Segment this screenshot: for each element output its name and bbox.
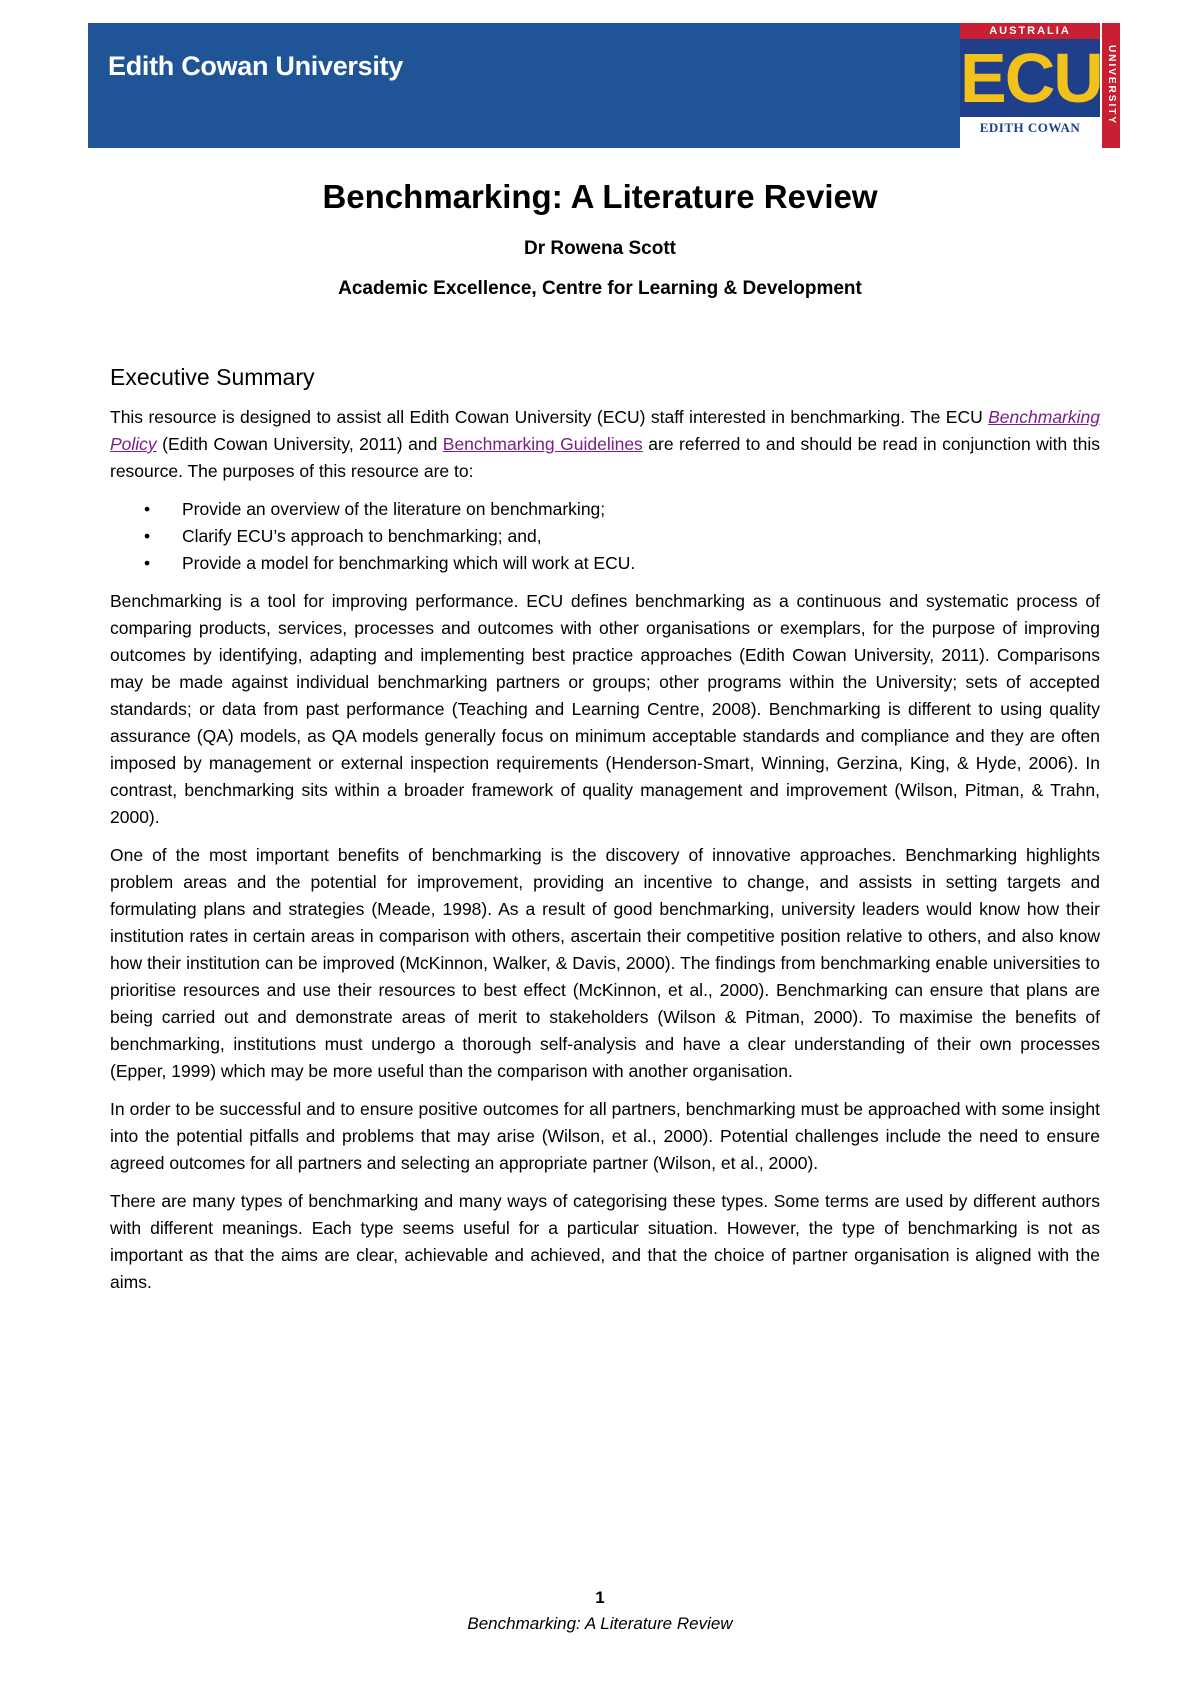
list-item: • Provide a model for benchmarking which will work at ECU. [182, 550, 1100, 577]
body-paragraph: One of the most important benefits of benchmarking is the discovery of innovative approaches. Benchmarking highlights problem areas and the potential for improvement, providing an incentive to change, and assists in setting targets and formulating plans and strategies (Meade, 1998). As a result of good benchmarking, university leaders would know how their institution rates in certain areas in comparison with others, ascertain their competitive position relative to others, and also know how their institution can be improved (McKinnon, Walker, & Davis, 2000). The findings from benchmarking enable universities to prioritise resources and use their resources to best effect (McKinnon, et al., 2000). Benchmarking can ensure that plans are being carried out and demonstrate areas of merit to stakeholders (Wilson & Pitman, 2000). To maximise the benefits of benchmarking, institutions must undergo a thorough self-analysis and have a clear understanding of their own processes (Epper, 1999) which may be more useful than the comparison with another organisation. [110, 845, 1100, 1081]
document-author: Dr Rowena Scott [523, 238, 677, 259]
logo-bottom-text: EDITH COWAN [960, 119, 1100, 137]
benchmarking-policy-link[interactable]: Benchmarking Policy [110, 407, 1100, 454]
document-body [110, 362, 1100, 1307]
ecu-logo [960, 23, 1120, 148]
body-paragraph: There are many types of benchmarking and many ways of categorising these types. Some terms are used by different authors with different meanings. Each type seems useful for a particular situation. However, the type of benchmarking is not as important as that the aims are clear, achievable and achieved, and that the choice of partner organisation is aligned with the aims. [110, 1191, 1100, 1292]
header-banner [88, 23, 1120, 148]
list-item: • Clarify ECU’s approach to benchmarking; and, [182, 523, 1100, 550]
intro-text-1: This resource is designed to assist all Edith Cowan University (ECU) staff interested in benchmarking. The ECU [110, 407, 989, 427]
page-number: 1 [595, 1588, 605, 1607]
intro-paragraph [110, 404, 1100, 485]
section-heading: Executive Summary [110, 364, 315, 390]
university-name: Edith Cowan University [108, 51, 403, 81]
purpose-list [110, 496, 1100, 577]
logo-side-text: UNIVERSITY [1102, 23, 1120, 148]
document-title: Benchmarking: A Literature Review [322, 178, 878, 215]
document-affiliation: Academic Excellence, Centre for Learning & Development [338, 278, 862, 299]
logo-top-text: AUSTRALIA [960, 23, 1100, 39]
list-item: • Provide an overview of the literature on benchmarking; [182, 496, 1100, 523]
body-paragraph: Benchmarking is a tool for improving performance. ECU defines benchmarking as a continuous and systematic process of comparing products, services, processes and outcomes with other organisations or exemplars, for the purpose of improving outcomes by identifying, adapting and implementing best practice approaches (Edith Cowan University, 2011). Comparisons may be made against individual benchmarking partners or groups; other programs within the University; sets of accepted standards; or data from past performance (Teaching and Learning Centre, 2008). Benchmarking is different to using quality assurance (QA) models, as QA models generally focus on minimum acceptable standards and compliance and they are often imposed by management or external inspection requirements (Henderson-Smart, Winning, Gerzina, King, & Hyde, 2006). In contrast, benchmarking sits within a broader framework of quality management and improvement (Wilson, Pitman, & Trahn, 2000). [110, 591, 1100, 827]
body-paragraph: In order to be successful and to ensure positive outcomes for all partners, benchmarking must be approached with some insight into the potential pitfalls and problems that may arise (Wilson, et al., 2000). Potential challenges include the need to ensure agreed outcomes for all partners and selecting an appropriate partner (Wilson, et al., 2000). [110, 1099, 1100, 1173]
intro-text-3: are referred to and should be read in conjunction with this resource. The purposes of this resource are to: [110, 434, 1100, 481]
logo-main-text: ECU [960, 39, 1102, 117]
intro-text-2: (Edith Cowan University, 2011) and [156, 434, 443, 454]
benchmarking-guidelines-link[interactable]: Benchmarking Guidelines [442, 434, 643, 454]
footer-running-title: Benchmarking: A Literature Review [467, 1614, 733, 1633]
